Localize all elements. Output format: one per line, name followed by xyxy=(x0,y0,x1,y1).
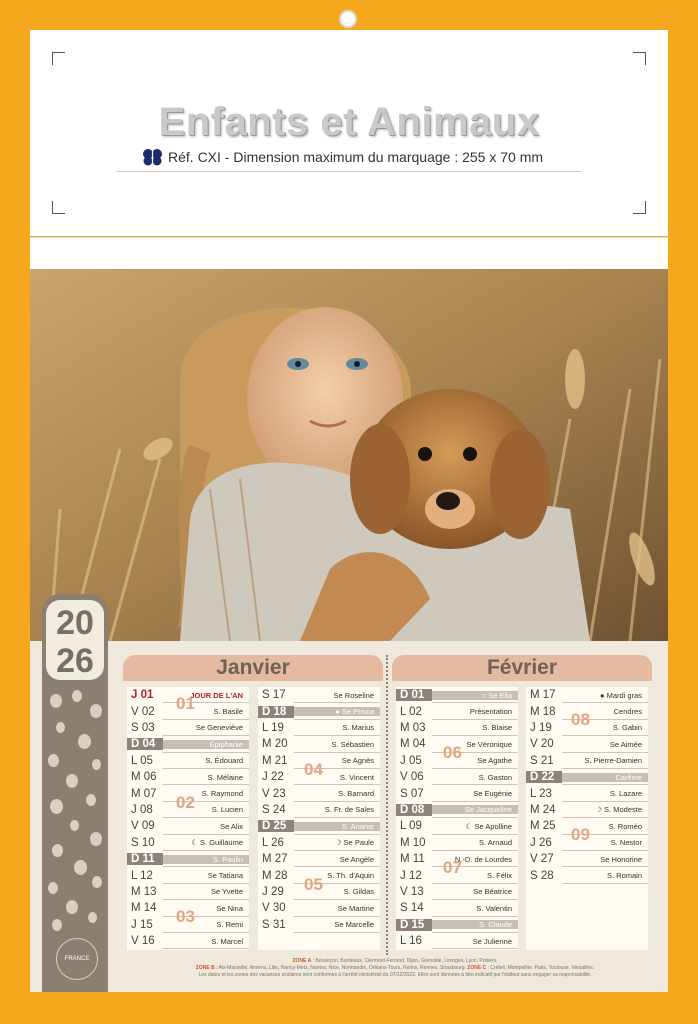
crop-mark xyxy=(52,52,65,65)
saint-name: S. Lucien xyxy=(211,805,243,815)
calendar-day-row xyxy=(127,720,249,736)
day-label: M 04 xyxy=(400,738,426,751)
calendar-day-row xyxy=(258,802,380,818)
day-label: D 04 xyxy=(127,738,163,750)
month-header-january: Janvier xyxy=(123,655,383,681)
saint-name: S. Romain xyxy=(606,871,642,881)
calendar-day-row xyxy=(127,933,249,949)
calendar-day-row xyxy=(258,851,380,867)
day-label: L 26 xyxy=(262,836,284,849)
day-label: D 11 xyxy=(127,853,163,865)
year-box xyxy=(46,600,104,680)
day-label: J 12 xyxy=(400,869,422,882)
saint-name: ☾ Se Apolline xyxy=(465,821,512,831)
crop-mark xyxy=(52,201,65,214)
saint-name: S. Basile xyxy=(213,707,243,717)
day-label: L 19 xyxy=(262,721,284,734)
saint-name: Épiphanie xyxy=(163,740,249,749)
blank-band xyxy=(30,237,668,270)
day-label: J 05 xyxy=(400,754,422,767)
day-label: D 08 xyxy=(396,804,432,816)
saint-name: Se Geneviève xyxy=(195,723,243,733)
day-label: S 10 xyxy=(131,836,155,849)
saint-name: Se Roseline xyxy=(333,690,374,700)
saint-name: S. Arnaud xyxy=(479,838,512,848)
day-label: V 02 xyxy=(131,705,155,718)
day-label: D 22 xyxy=(526,771,562,783)
calendar-day-row xyxy=(526,785,648,801)
saint-name: ● Mardi gras xyxy=(599,690,642,700)
calendar-day-row xyxy=(258,835,380,851)
day-label: V 20 xyxy=(530,738,554,751)
row-divider xyxy=(562,883,648,884)
calendar-day-row xyxy=(396,785,518,801)
saint-name: S. Édouard xyxy=(205,756,243,766)
week-number: 02 xyxy=(176,793,195,812)
day-label: J 29 xyxy=(262,885,284,898)
day-label: V 16 xyxy=(131,935,155,948)
saint-name: Se Véronique xyxy=(466,739,512,749)
school-zones-footer: ZONE A : Besançon, Bordeaux, Clermont-Ferrand, Dijon, Grenoble, Limoges, Lyon, Poitiers. ZONE B : Aix-Marseille, Amiens, Lille, Nancy-Metz, Nantes, Nice, Normandie, Orléans-Tours, Reims, Rennes, Strasbourg. ZONE C : Créteil, Montpellier, Paris, Toulouse, Versailles. Les dates et les zones des vacances scolaires sont conformes à l'arrêté ministériel du 07/12/2022. Elles sont données à titre indicatif par l'éditeur sans engager sa responsabilité. xyxy=(195,958,595,978)
day-label: J 15 xyxy=(131,918,153,931)
saint-name: N.-D. de Lourdes xyxy=(454,854,512,864)
day-label: S 03 xyxy=(131,721,155,734)
calendar-day-row xyxy=(258,818,380,834)
saint-name: S. Paulin xyxy=(163,855,249,864)
saint-name: S. Fr. de Sales xyxy=(324,805,374,815)
calendar-day-row xyxy=(127,736,249,752)
day-label: M 07 xyxy=(131,787,157,800)
calendar-day-row xyxy=(127,835,249,851)
crop-mark xyxy=(633,201,646,214)
day-label: D 15 xyxy=(396,919,432,931)
calendar-day-row xyxy=(396,769,518,785)
saint-name: S. Claude xyxy=(432,920,518,929)
week-number: 01 xyxy=(176,694,195,713)
day-label: M 11 xyxy=(400,853,425,866)
day-label: V 13 xyxy=(400,885,424,898)
saint-name: S. Félix xyxy=(486,871,512,881)
calendar-day-row xyxy=(396,687,518,703)
day-label: J 26 xyxy=(530,836,552,849)
saint-name: S. Gabin xyxy=(612,723,642,733)
calendar-day-row xyxy=(258,687,380,703)
day-label: L 02 xyxy=(400,705,422,718)
day-label: J 19 xyxy=(530,721,552,734)
day-label: L 05 xyxy=(131,754,153,767)
day-label: V 06 xyxy=(400,771,424,784)
saint-name: Se Jacqueline xyxy=(432,805,518,814)
week-number: 06 xyxy=(443,743,462,762)
month-header-february: Février xyxy=(392,655,652,681)
week-number: 04 xyxy=(304,760,323,779)
calendar-day-row xyxy=(526,769,648,785)
january-column-2 xyxy=(258,687,380,950)
row-divider xyxy=(163,948,249,949)
calendar-day-row xyxy=(258,900,380,916)
calendar-day-row xyxy=(396,818,518,834)
saint-name: S. Vincent xyxy=(339,772,374,782)
saint-name: Se Angèle xyxy=(339,854,374,864)
saint-name: S. Nestor xyxy=(610,838,642,848)
saint-name: Se Marcelle xyxy=(334,920,374,930)
saint-name: Se Alix xyxy=(220,821,243,831)
calendar-day-row xyxy=(526,753,648,769)
calendar-day-row xyxy=(526,736,648,752)
saint-name: S. Raymond xyxy=(201,789,243,799)
saint-name: JOUR DE L'AN xyxy=(190,690,243,700)
saint-name: S. Roméo xyxy=(608,821,642,831)
saint-name: S. Marius xyxy=(342,723,374,733)
saint-name: S. Mélaine xyxy=(207,772,243,782)
calendar-day-row xyxy=(127,769,249,785)
day-label: L 12 xyxy=(131,869,153,882)
day-label: V 30 xyxy=(262,902,286,915)
week-number: 05 xyxy=(304,875,323,894)
day-label: L 23 xyxy=(530,787,552,800)
saint-name: Présentation xyxy=(469,707,512,717)
year-sidebar xyxy=(42,594,108,992)
made-in-france-badge: FRANCE xyxy=(56,938,98,980)
saint-name: S. Lazare xyxy=(609,789,642,799)
year-top: 20 xyxy=(56,604,94,642)
saint-name: Se Martine xyxy=(337,903,374,913)
day-label: V 09 xyxy=(131,820,155,833)
saint-name: Se Yvette xyxy=(211,887,243,897)
saint-name: Se Honorine xyxy=(600,854,642,864)
photo-girl-with-puppy xyxy=(30,269,668,641)
calendar-day-row xyxy=(258,720,380,736)
day-label: D 18 xyxy=(258,706,294,718)
saint-name: Se Agnès xyxy=(341,756,374,766)
day-label: M 18 xyxy=(530,705,556,718)
saint-name: Se Tatiana xyxy=(207,871,243,881)
day-label: L 16 xyxy=(400,935,422,948)
day-label: M 25 xyxy=(530,820,556,833)
day-label: M 06 xyxy=(131,771,157,784)
calendar-day-row xyxy=(526,687,648,703)
saint-name: Se Aimée xyxy=(609,739,642,749)
saint-name: S. Pierre-Damien xyxy=(584,756,642,766)
row-divider xyxy=(294,932,380,933)
row-divider xyxy=(432,948,518,949)
day-label: M 03 xyxy=(400,721,426,734)
saint-name: Se Béatrice xyxy=(473,887,512,897)
day-label: S 28 xyxy=(530,869,554,882)
reference-line xyxy=(142,148,543,166)
calendar-day-row xyxy=(526,867,648,883)
calendar-day-row xyxy=(396,802,518,818)
day-label: M 27 xyxy=(262,853,288,866)
day-label: M 14 xyxy=(131,902,157,915)
calendar-day-row xyxy=(258,917,380,933)
saint-name: S. Remi xyxy=(216,920,243,930)
saint-name: Carême xyxy=(562,773,648,782)
saint-name: Se Agathe xyxy=(477,756,512,766)
calendar-day-row xyxy=(258,736,380,752)
crop-mark xyxy=(633,52,646,65)
saint-name: S. Gaston xyxy=(478,772,512,782)
calendar-day-row xyxy=(396,933,518,949)
calendar-day-row xyxy=(258,785,380,801)
day-label: J 08 xyxy=(131,803,153,816)
saint-name: S. Blaise xyxy=(482,723,512,733)
day-label: S 07 xyxy=(400,787,424,800)
divider xyxy=(116,171,581,172)
day-label: M 21 xyxy=(262,754,288,767)
calendar-day-row xyxy=(526,802,648,818)
saint-name: Se Nina xyxy=(216,903,243,913)
day-label: J 01 xyxy=(131,689,154,702)
calendar-day-row xyxy=(396,835,518,851)
calendar-day-row xyxy=(396,884,518,900)
month-separator xyxy=(386,655,388,955)
day-label: D 01 xyxy=(396,689,432,701)
calendar-day-row xyxy=(127,818,249,834)
saint-name: S. Barnard xyxy=(338,789,374,799)
saint-name: ☽ S. Modeste xyxy=(595,805,642,815)
saint-name: Se Eugénie xyxy=(473,789,512,799)
clover-logo-icon xyxy=(142,148,164,166)
saint-name: ● Se Prisca xyxy=(294,707,380,716)
calendar-day-row xyxy=(127,851,249,867)
saint-name: Cendres xyxy=(613,707,642,717)
week-number: 09 xyxy=(571,825,590,844)
saint-name: S. Ananie xyxy=(294,822,380,831)
saint-name: ○ Se Ella xyxy=(432,691,518,700)
calendar-day-row xyxy=(396,900,518,916)
calendar-day-row xyxy=(396,720,518,736)
calendar-day-row xyxy=(396,917,518,933)
day-label: S 14 xyxy=(400,902,424,915)
saint-name: Se Julienne xyxy=(472,936,512,946)
reference-text: Réf. CXI - Dimension maximum du marquage : 255 x 70 mm xyxy=(168,149,544,165)
day-label: S 24 xyxy=(262,803,286,816)
calendar-day-row xyxy=(127,884,249,900)
day-label: M 20 xyxy=(262,738,288,751)
calendar-day-row xyxy=(258,703,380,719)
saint-name: S. Marcel xyxy=(211,936,243,946)
day-label: M 13 xyxy=(131,885,157,898)
calendar-day-row xyxy=(396,703,518,719)
saint-name: S. Sébastien xyxy=(331,739,374,749)
calendar-day-row xyxy=(127,867,249,883)
week-number: 07 xyxy=(443,858,462,877)
february-column-1 xyxy=(396,687,518,950)
saint-name: ☾ S. Guillaume xyxy=(191,838,243,848)
calendar-title: Enfants et Animaux xyxy=(158,100,540,144)
day-label: J 22 xyxy=(262,771,284,784)
day-label: L 09 xyxy=(400,820,422,833)
calendar-day-row xyxy=(127,753,249,769)
hanging-hole xyxy=(339,10,357,28)
day-label: M 17 xyxy=(530,689,556,702)
day-label: M 28 xyxy=(262,869,288,882)
day-label: S 17 xyxy=(262,689,286,702)
advertising-area xyxy=(30,30,668,236)
saint-name: S. Th. d'Aquin xyxy=(327,871,374,881)
week-number: 08 xyxy=(571,710,590,729)
calendar-day-row xyxy=(526,851,648,867)
day-label: S 31 xyxy=(262,918,286,931)
day-label: D 25 xyxy=(258,820,294,832)
day-label: S 21 xyxy=(530,754,554,767)
year-bottom: 26 xyxy=(56,642,94,680)
week-number: 03 xyxy=(176,907,195,926)
saint-name: ☽ Se Paule xyxy=(334,838,374,848)
saint-name: S. Gildas xyxy=(343,887,374,897)
day-label: M 10 xyxy=(400,836,426,849)
day-label: V 23 xyxy=(262,787,286,800)
day-label: V 27 xyxy=(530,853,554,866)
saint-name: S. Valentin xyxy=(476,903,512,913)
day-label: M 24 xyxy=(530,803,556,816)
